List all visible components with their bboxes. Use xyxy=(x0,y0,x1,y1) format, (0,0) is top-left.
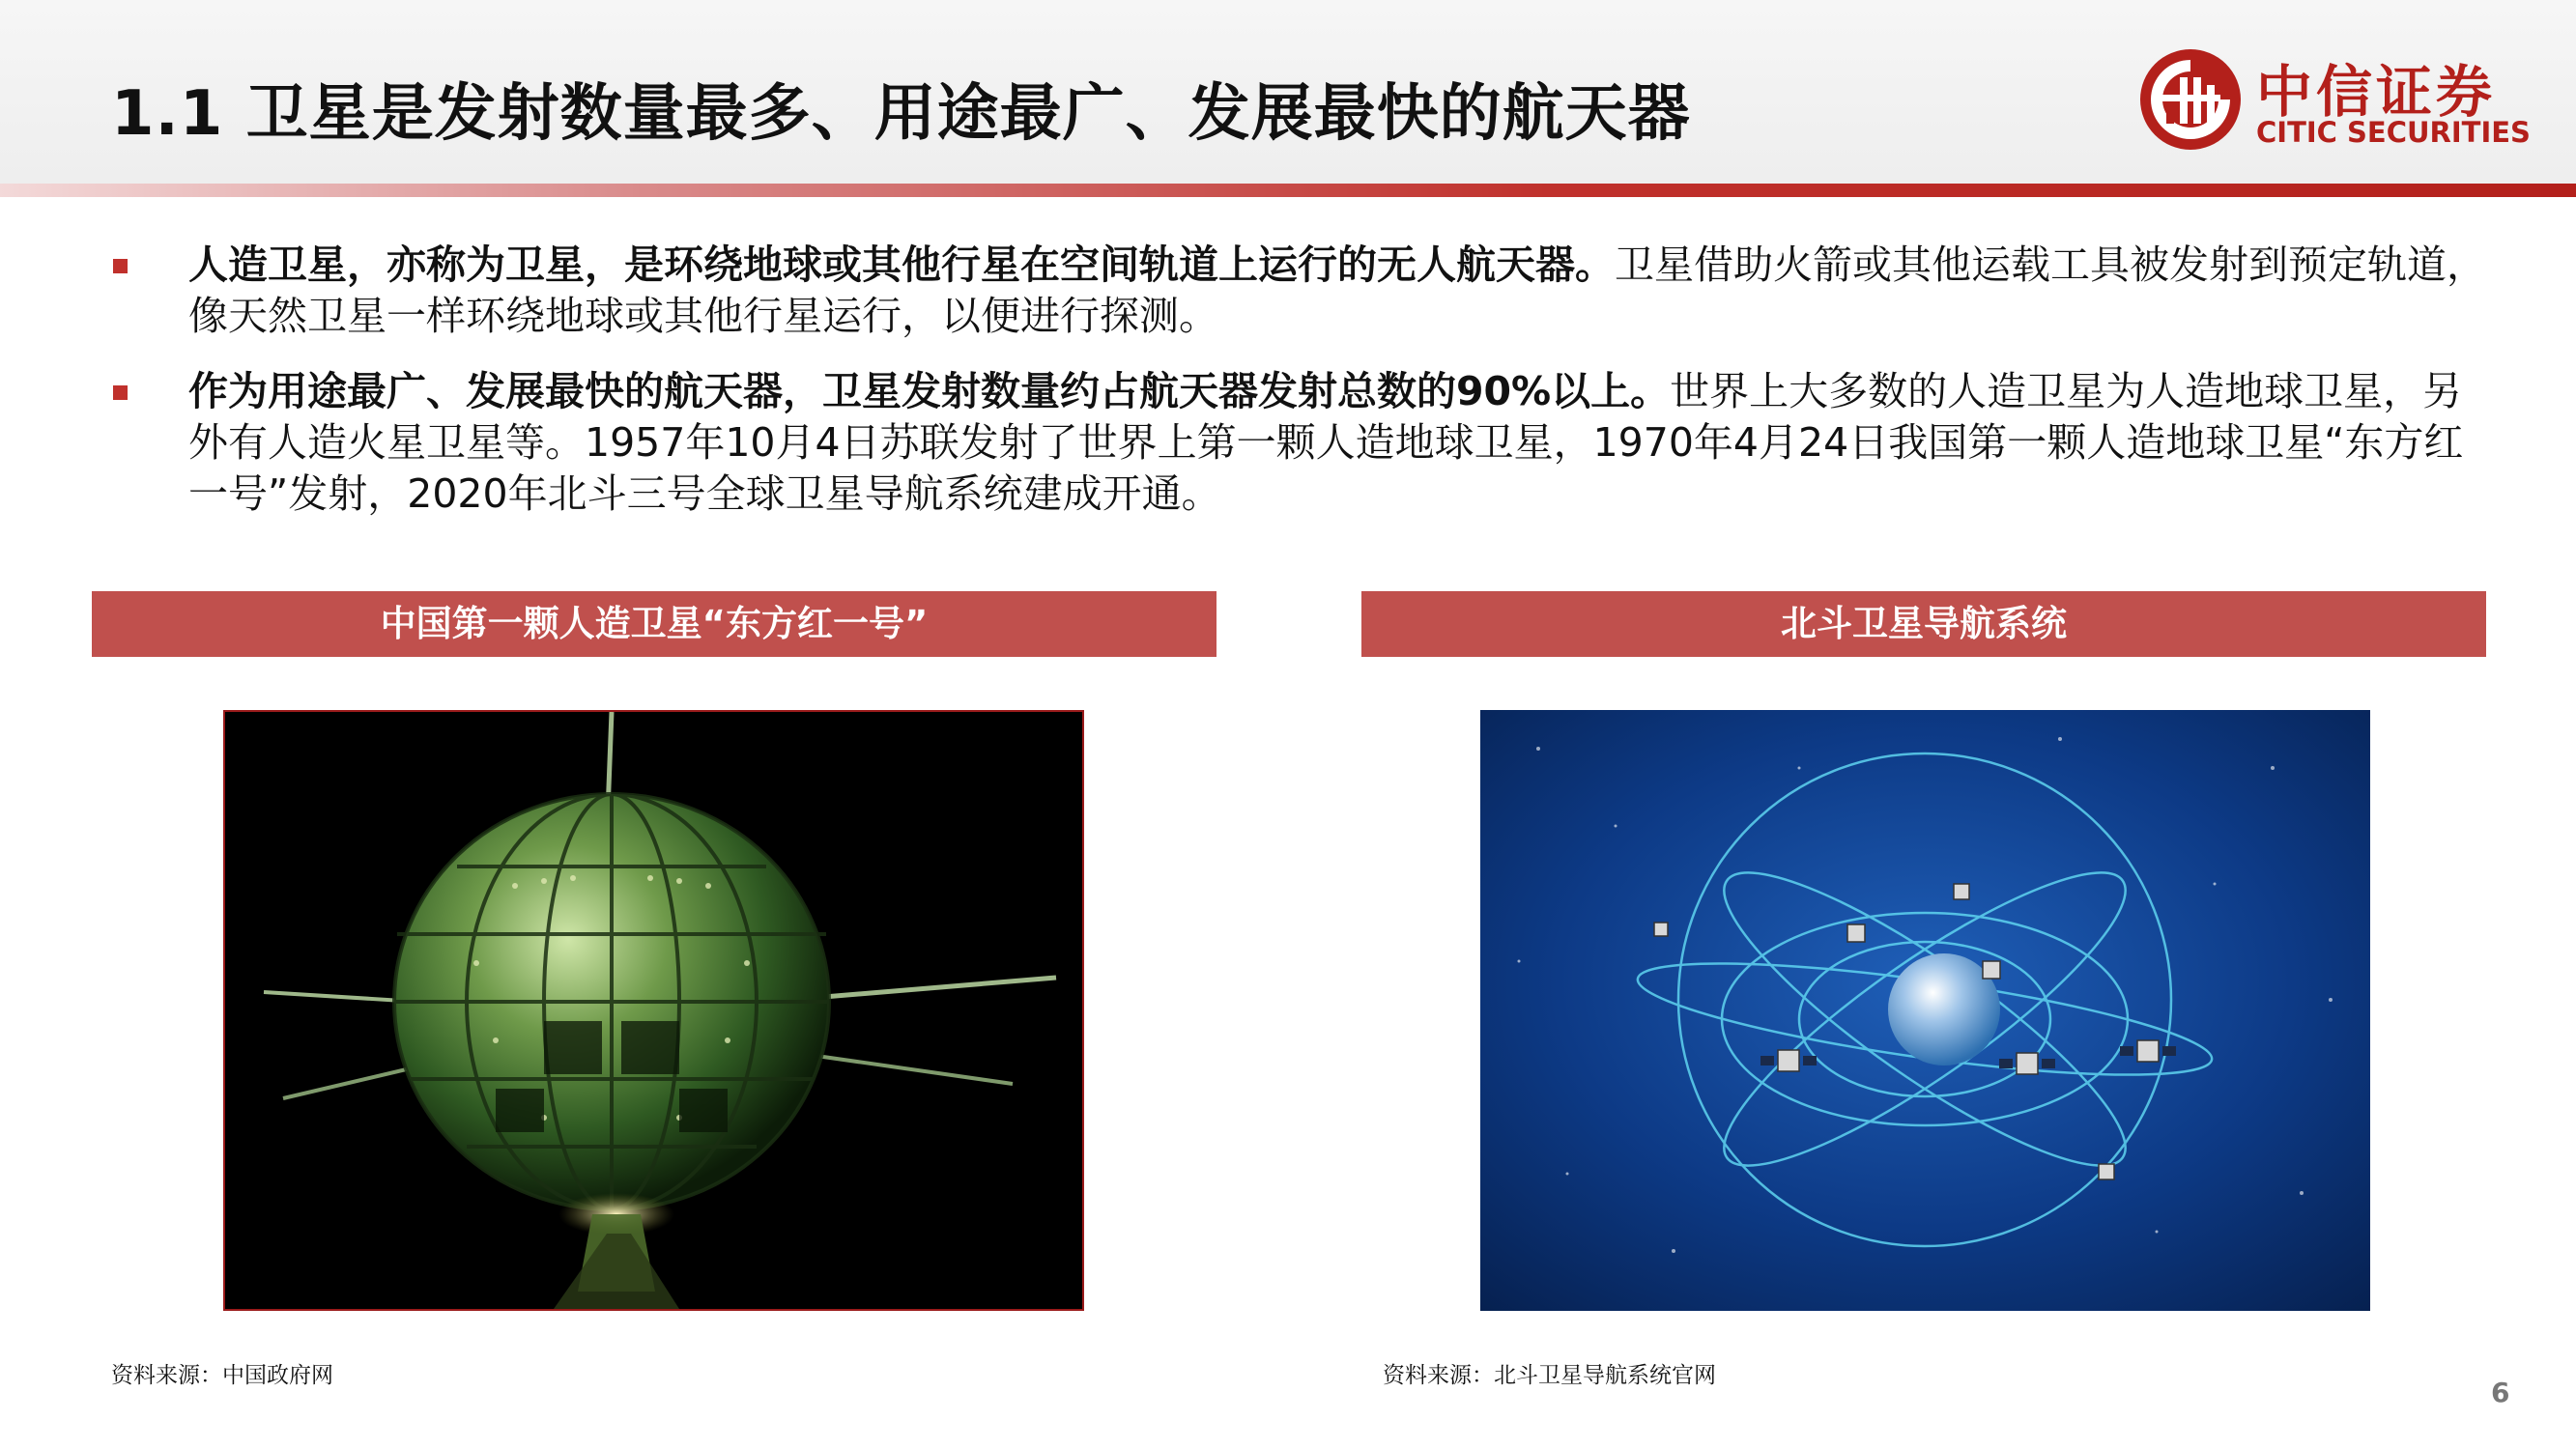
bullet-square-icon xyxy=(113,259,128,273)
bullet-item xyxy=(111,366,2498,520)
citic-logo xyxy=(2137,46,2531,155)
page-number: 6 xyxy=(2491,1377,2510,1408)
bullet-bold-text: 作为用途最广、发展最快的航天器，卫星发射数量约占航天器发射总数的90%以上。 xyxy=(188,368,1671,414)
bullet-item xyxy=(111,240,2498,342)
source-note-left: 资料来源：中国政府网 xyxy=(111,1363,333,1388)
panel-title-right: 北斗卫星导航系统 xyxy=(1361,591,2486,657)
header-divider xyxy=(0,184,2576,197)
bullet-text: 世界上大多数的人造卫星为人造地球卫星，另外有人造火星卫星等。1957年10月4日苏联发射了世界上第一颗人造地球卫星，1970年4月24日我国第一颗人造地球卫星“东方红一号”发射，2020年北斗三号全球卫星导航系统建成开通。 xyxy=(188,368,2464,517)
bullet-text: 卫星借助火箭或其他运载工具被发射到预定轨道，像天然卫星一样环绕地球或其他行星运行，以便进行探测。 xyxy=(188,242,2486,339)
page-title: 1.1 卫星是发射数量最多、用途最广、发展最快的航天器 xyxy=(111,78,1691,150)
citic-emblem-icon xyxy=(2137,46,2244,153)
beidou-system-illustration xyxy=(1480,710,2370,1311)
dongfanghong-satellite-photo xyxy=(223,710,1084,1311)
source-note-right: 资料来源：北斗卫星导航系统官网 xyxy=(1383,1363,1716,1388)
panel-title-left: 中国第一颗人造卫星“东方红一号” xyxy=(92,591,1216,657)
bullet-list xyxy=(111,240,2498,544)
logo-chinese-name: 中信证券 xyxy=(2256,59,2497,125)
bullet-bold-text: 人造卫星，亦称为卫星，是环绕地球或其他行星在空间轨道上运行的无人航天器。 xyxy=(188,242,1615,288)
bullet-square-icon xyxy=(113,385,128,400)
logo-english-name: CITIC SECURITIES xyxy=(2256,116,2531,149)
